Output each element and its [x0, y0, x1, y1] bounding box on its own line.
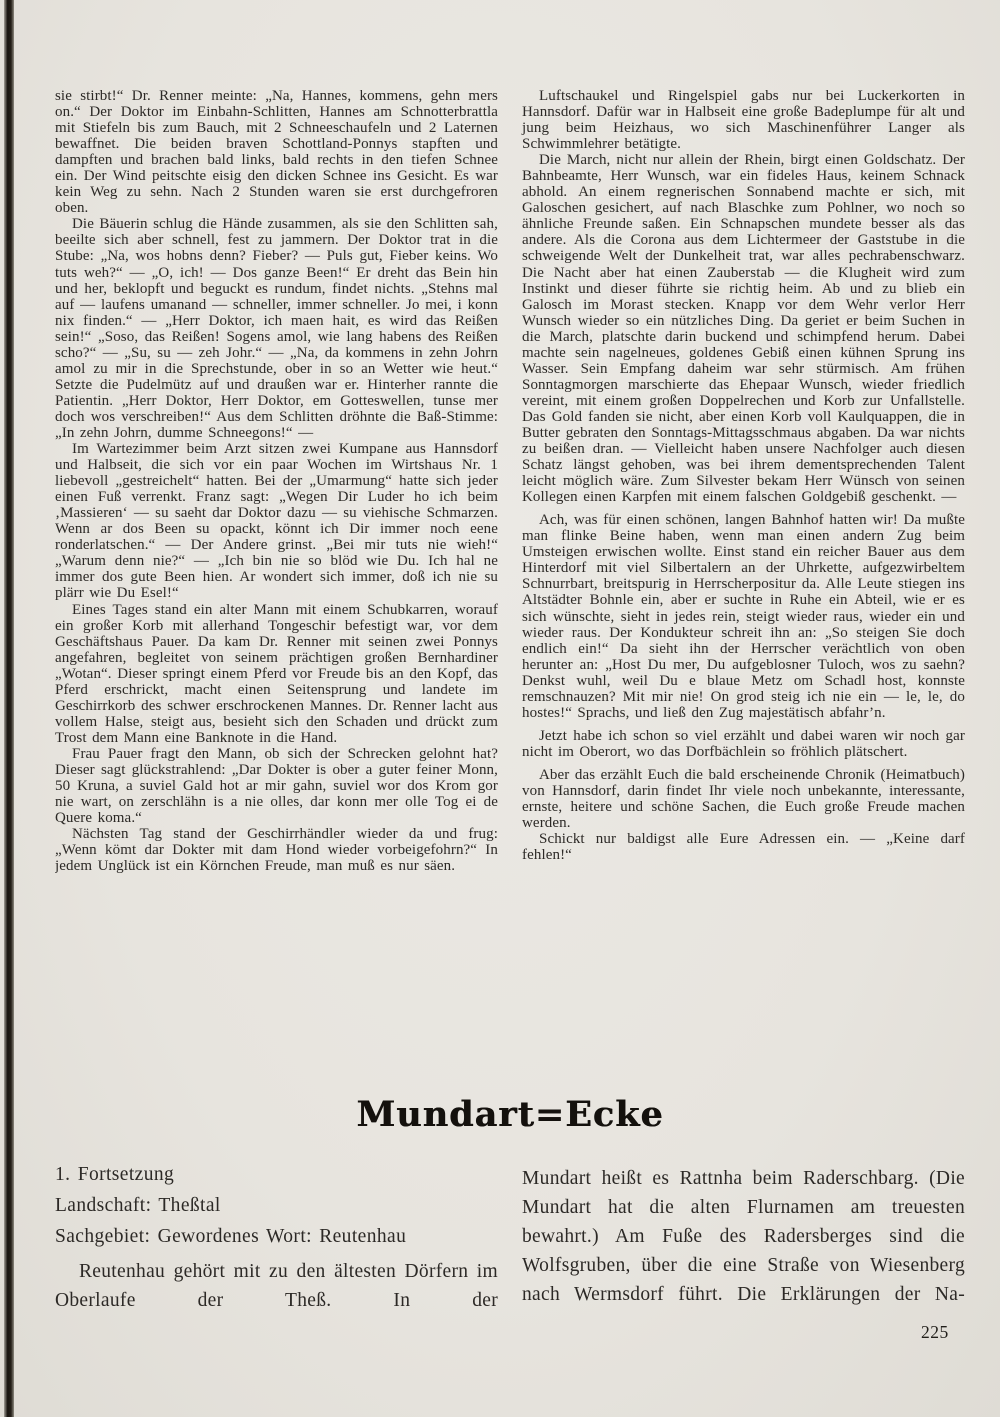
section-heading: Mundart=Ecke [356, 1094, 664, 1135]
page-content [55, 88, 965, 1315]
page-number: 225 [921, 1322, 949, 1342]
paragraph: Frau Pauer fragt den Mann, ob sich der Schrecken gelohnt hat? Dieser sagt glückstrahlend: „Dar Dokter is ober a guter feiner Monn, 50 Kruna, a suviel Gald hot ar mir gahn, suviel wor dos Krom gor nie wart, on zerschlähn is a nie olles, dar konn mer olle Tog ei de Quere koma.“ [55, 745, 498, 827]
paragraph: sie stirbt!“ Dr. Renner meinte: „Na, Hannes, kommens, gehn mers on.“ Der Doktor im Einbahn-Schlitten, Hannes am Schnotterbrattla mit Stiefeln bis zum Bauch, mit 2 Schneeschaufeln und 2 Laternen bewaffnet. Die beiden braven Schottland-Ponnys stapften und dampften und brachen bald links, bald rechts in den tiefen Schnee ein. Der Wind peitschte eisig den dicken Schnee ins Gesicht. Es war kein Weg zu sehn. Nach 2 Stunden waren sie erst durchgefroren oben. [55, 88, 498, 217]
paragraph: Die March, nicht nur allein der Rhein, birgt einen Goldschatz. Der Bahnbeamte, Herr Wunsch, war ein fideles Haus, keinem Schnack abhold. An einem regnerischen Sonnabend machte er sich, mit Galoschen gesichert, auf nach Blaschke zum Pohlner, wo noch so ähnliche Freunde saßen. Ein Schnapschen mundete besser als das andere. Als die Corona aus dem Lichtermeer der Gaststube in die schweigende Welt der Dunkelheit trat, war alles pechrabenschwarz. Die Nacht aber hat einen Zauberstab — die Klugheit wird zum Instinkt und dieser führte sie richtig heim. Ab und zu blieb ein Galosch im Morast stecken. Knapp vor dem Wehr verlor Herr Wunsch wieder so ein nützliches Ding. Da geriet er beim Suchen in die March, platschte darin buckend und schimpfend herum. Dabei machte sein nagelneues, goldenes Gebiß einen kühnen Sprung ins Wasser. Sein Empfang daheim war sehr stürmisch. Am frühen Sonntagmorgen marschierte das Ehepaar Wunsch, wieder friedlich vereint, mit einem großen Doppelrechen und Korb zur Unfallstelle. Das Gold fanden sie nicht, aber einen Korb voll Kaulquappen, die in Butter gebraten den Sonntags-Mittagsschmaus abgaben. Da war nichts zu beißen dran. — Vielleicht haben unsere Nachfolger auch diesen Schatz längst gehoben, was bei ihrem dementsprechenden Talent leicht möglich wäre. Zum Silvester bekam Herr Wünsch von seinen Kollegen einen Karpfen mit einem falschen Goldgebiß geschenkt. — [522, 152, 965, 506]
paragraph: Luftschaukel und Ringelspiel gabs nur bei Luckerkorten in Hannsdorf. Dafür war in Halbseit eine große Badeplumpe für alt und jung beim Heizhaus, wo sich Maschinenführer Langer als Schwimmlehrer betätigte. [522, 88, 965, 153]
paragraph: Eines Tages stand ein alter Mann mit einem Schubkarren, worauf ein großer Korb mit allerhand Tongeschir befestigt war, vor dem Geschäftshaus Pauer. Da kam Dr. Renner mit seinen zwei Ponnys angefahren, begleitet von seinem prächtigen großen Bernhardiner „Wotan“. Dieser springt einem Pferd vor Freude bis an den Kopf, das Pferd erschrickt, macht einen Seitensprung und landete im Geschirrkorb des schwer erschrockenen Mannes. Dr. Renner lacht aus vollem Halse, steigt aus, besieht sich den Schaden und drückt zum Trost dem Mann eine Banknote in die Hand. [55, 601, 498, 746]
paragraph: Die Bäuerin schlug die Hände zusammen, als sie den Schlitten sah, beeilte sich aber schnell, fest zu jammern. Der Doktor trat in die Stube: „Na, wos hobns denn? Fieber? — Puls gut, Fieber keins. Wo tuts weh?“ — „O, ich! — Dos ganze Been!“ Er dreht das Bein hin und her, beklopft und beguckt es rundum, findet nichts. „Stehns mal auf — laufens umanand — schneller, immer schneller. Jo mei, i konn nix finden.“ — „Herr Doktor, ich maen hait, es wird das Reißen sein!“ „Soso, das Reißen! Sogens amol, wie lang habens des Reißen scho?“ — „Su, su — zeh Johr.“ — „Na, da kommens in zehn Johrn amol zu mir in die Sprechstunde, ober in so an Wetter wie heut.“ Setzte die Pudelmütz auf und draußen war er. Hinterher rannte die Patientin. „Herr Doktor, Herr Doktor, em Gotteswellen, tunse mer doch wos verschreiben!“ Aus dem Schlitten dröhnte die Baß-Stimme: „In zehn Johrn, dumme Schneegons!“ — [55, 216, 498, 441]
paragraph: Ach, was für einen schönen, langen Bahnhof hatten wir! Da mußte man flinke Beine haben, wenn man einen andern Zug beim Umsteigen erwischen wollte. Einst stand ein reicher Bauer aus dem Hinterdorf mit viel Silbertalern an der Uhrkette, aufgezwirbeltem Schnurrbart, breitspurig in Herrscherpositur da. Alle Leute stiegen ins Altstädter Bohnle ein, aber er suchte in Ruhe ein Abteil, wie er es sich wünschte, sieht in jedes rein, steigt wieder raus, wieder ein und wieder raus. Der Kondukteur schreit ihn an: „So steigen Sie doch endlich ein!“ Da sieht ihn der Herrscher verächtlich von oben herunter an: „Host Du mer, Du aufgeblosner Tuloch, wos zu saehn? Denkst wuhl, weil Du e blaue Metz om Schadl host, konnste remschnauzen? Mit mir nie! On grod steig ich nie ein — le, le, do hostes!“ Sprachs, und ließ den Zug majestätisch abfahr’n. [522, 512, 965, 721]
meta-line-subject: Sachgebiet: Gewordenes Wort: Reutenhau [55, 1226, 407, 1247]
top-left-column [55, 88, 498, 1046]
mundart-right-column [522, 1164, 965, 1315]
paragraph: Reutenhau gehört mit zu den ältesten Dörfern im Oberlaufe der Theß. In der [55, 1261, 498, 1311]
paragraph: Mundart heißt es Rattnha beim Raderschbarg. (Die Mundart hat die alten Flurnamen am treuesten bewahrt.) Am Fuße des Radersberges sind die Wolfsgruben, über die eine Straße von Wiesenberg nach Wermsdorf führt. Die Erklärungen der Na- [522, 1168, 965, 1305]
meta-line-landscape: Landschaft: Theßtal [55, 1195, 221, 1216]
paragraph: Jetzt habe ich schon so viel erzählt und dabei waren wir noch gar nicht im Oberort, wo das Dorfbächlein so fröhlich plätschert. [522, 727, 965, 760]
meta-line-continuation: 1. Fortsetzung [55, 1164, 175, 1185]
binding-edge [4, 0, 14, 1417]
section-heading-row [55, 1096, 965, 1136]
paragraph: Nächsten Tag stand der Geschirrhändler wieder da und frug: „Wenn kömt dar Dokter mit dam Hond wieder vorbeigefohrn?“ In jedem Unglück ist ein Körnchen Freude, man muß es nur säen. [55, 826, 498, 875]
mundart-left-column [55, 1164, 498, 1315]
paragraph: Schickt nur baldigst alle Eure Adressen ein. — „Keine darf fehlen!“ [522, 831, 965, 864]
paragraph: Im Wartezimmer beim Arzt sitzen zwei Kumpane aus Hannsdorf und Halbseit, die sich vor ein paar Wochen im Wirtshaus Nr. 1 liebevoll „gestreichelt“ hatten. Bei der „Umarmung“ hatte sich jeder einen Fuß verrenkt. Franz sagt: „Wegen Dir Luder ho ich beim ‚Massieren‘ — su saeht dar Doktor dazu — su viehische Schmarzen. Wenn ar dos Been su opackt, könnt ich Dir immer noch eene ronderlatschen.“ — Der Andere grinst. „Bei mir tuts nie wieh!“ „Warum denn nie?“ — „Ich bin nie so blöd wie Du. Ich hal ne immer dos gute Been hien. Ar wondert sich immer, doß ich nie su plärr wie Du Esel!“ [55, 441, 498, 602]
top-text-columns [55, 88, 965, 1046]
mundart-columns [55, 1164, 965, 1315]
top-right-column [522, 88, 965, 1046]
paragraph: Aber das erzählt Euch die bald erscheinende Chronik (Heimatbuch) von Hannsdorf, darin findet Ihr viele noch unbekannte, interessante, ernste, heitere und schöne Sachen, die Euch große Freude machen werden. [522, 766, 965, 832]
